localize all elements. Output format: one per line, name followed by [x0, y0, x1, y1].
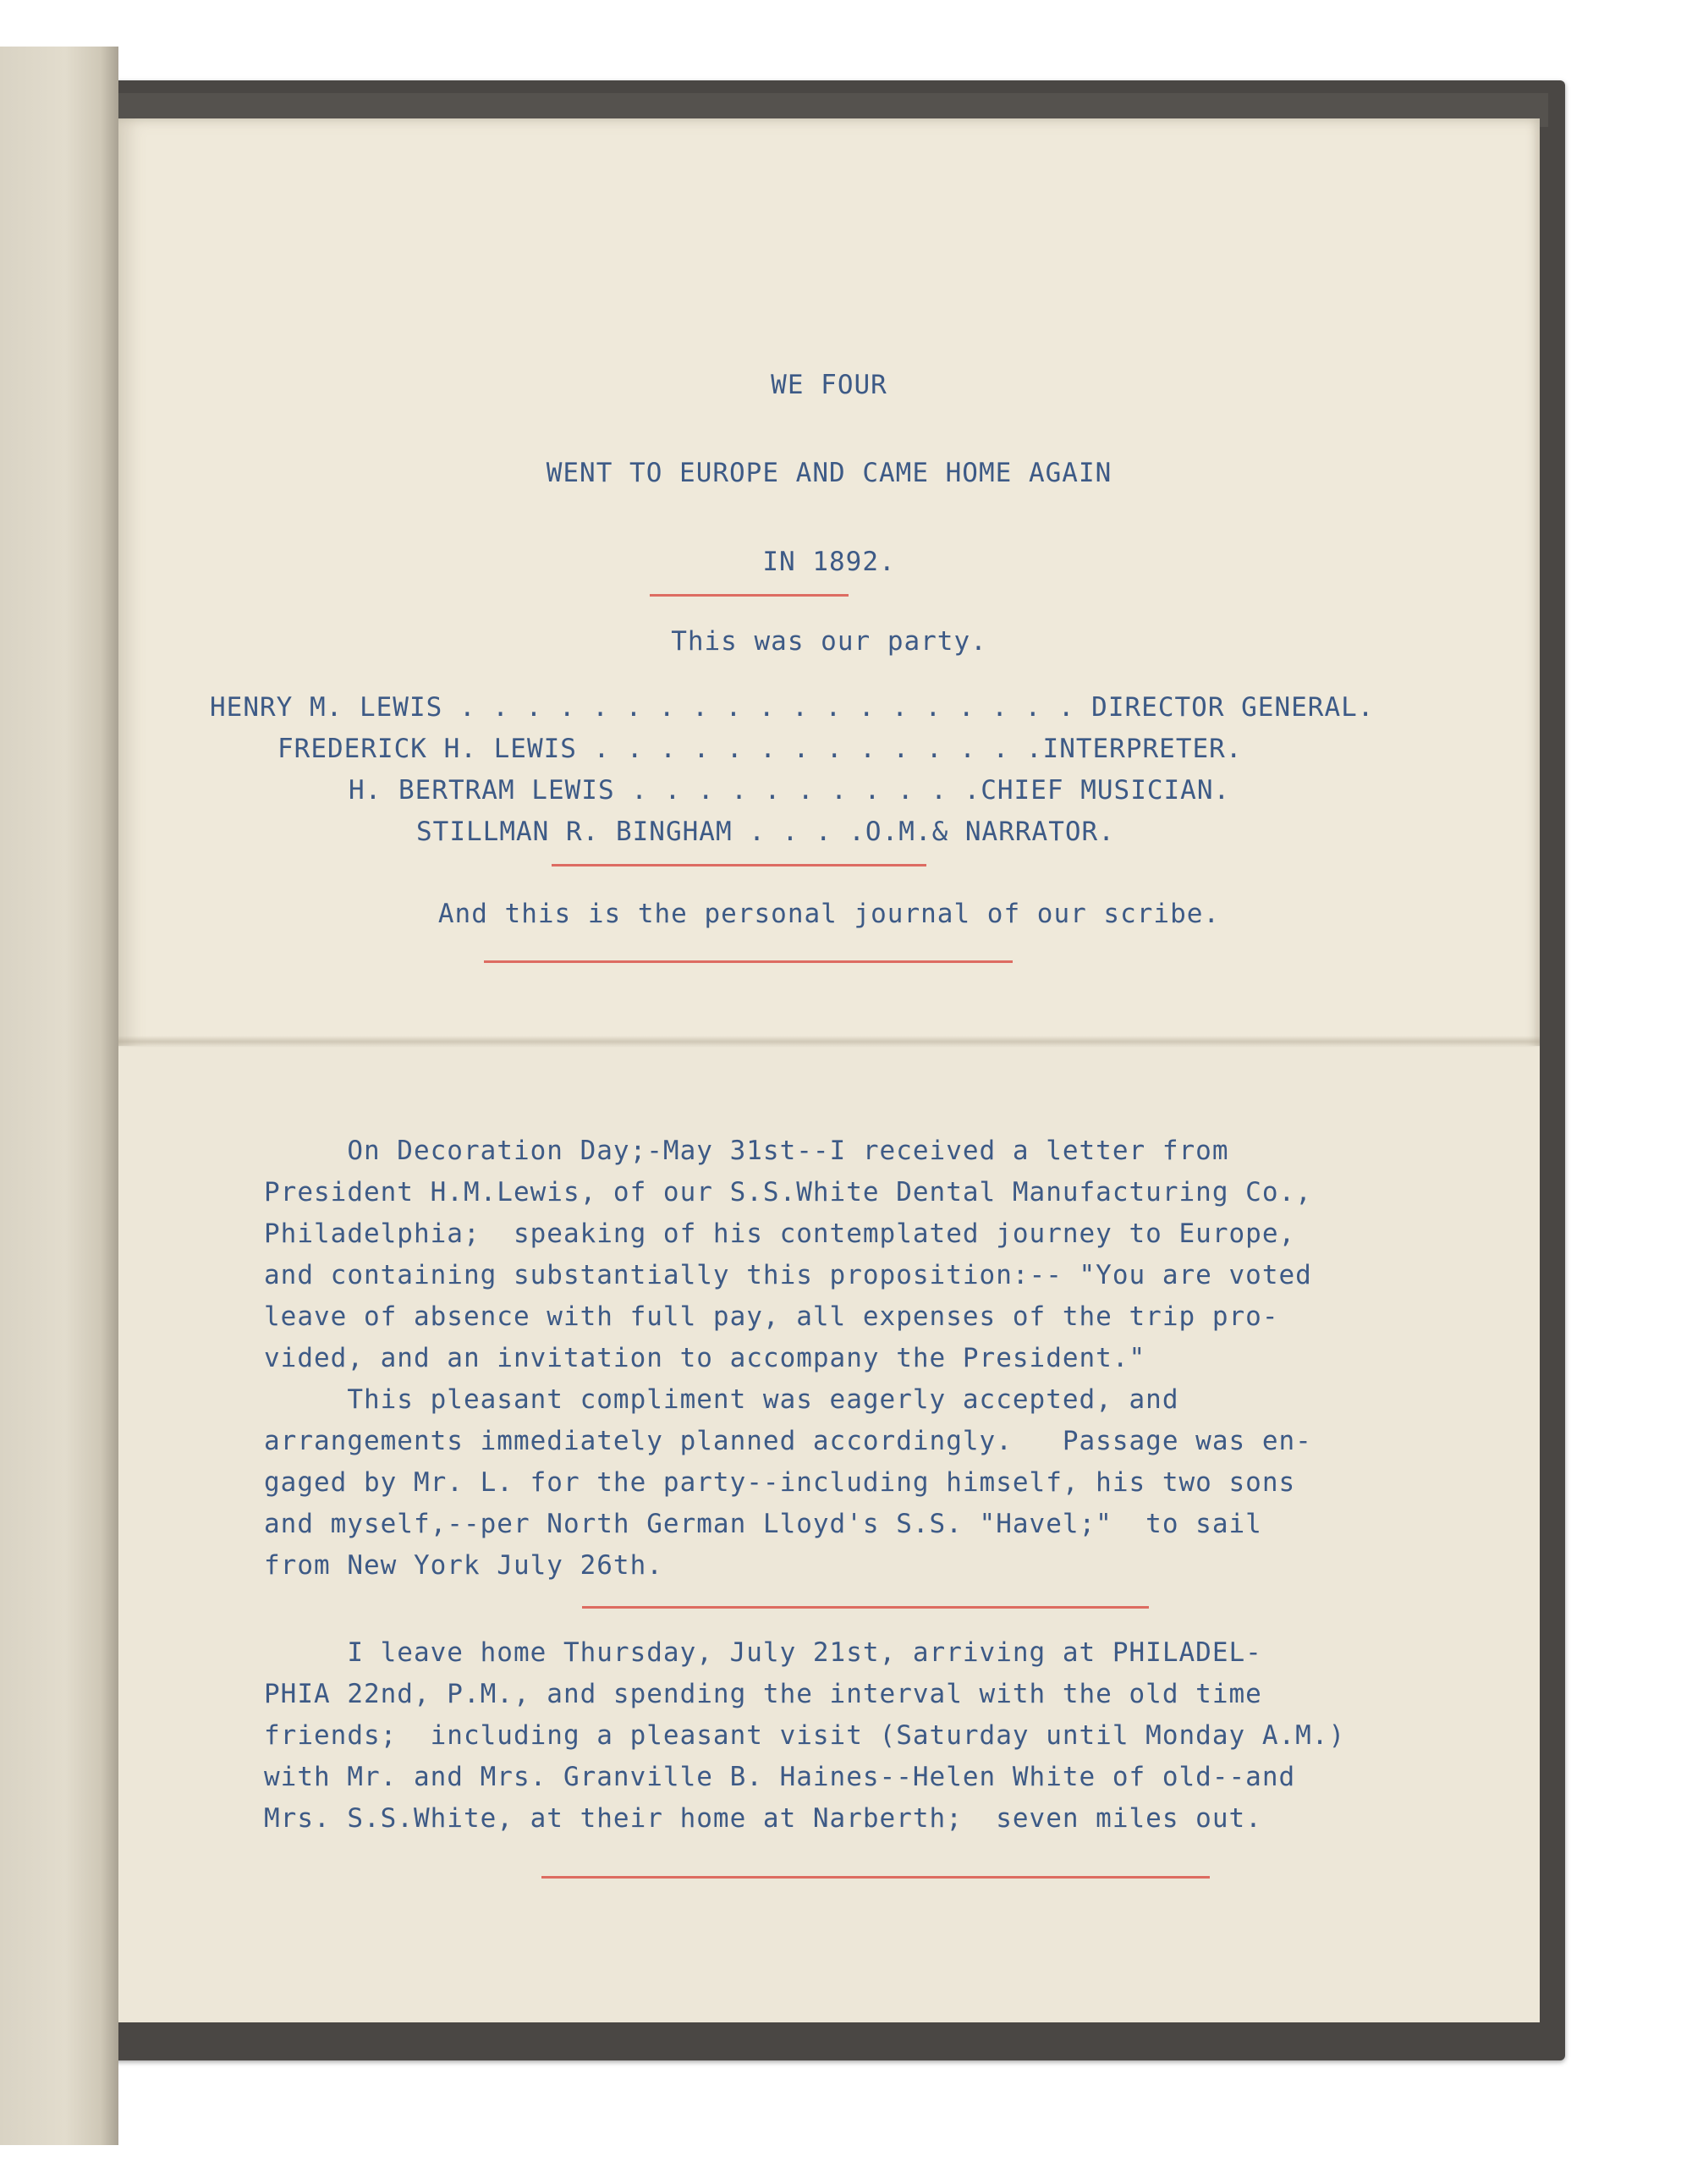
body-line-10: and myself,--per North German Lloyd's S.S. "Havel;" to sail: [264, 1509, 1262, 1539]
body-line-6: vided, and an invitation to accompany the President.": [264, 1343, 1146, 1373]
body-line-4: and containing substantially this proposition:-- "You are voted: [264, 1260, 1312, 1290]
red-rule-section-1: [582, 1606, 1149, 1609]
body-line-16: Mrs. S.S.White, at their home at Narberth; seven miles out.: [264, 1803, 1262, 1834]
body-line-12: I leave home Thursday, July 21st, arriving at PHILADEL-: [264, 1637, 1262, 1668]
facing-page: [0, 47, 118, 2145]
page-fold: [118, 1036, 1540, 1048]
red-rule-section-2: [541, 1876, 1210, 1879]
party-member-3: H. BERTRAM LEWIS . . . . . . . . . . .CHIEF MUSICIAN.: [349, 775, 1231, 806]
red-underline-intro: [484, 960, 1013, 963]
body-line-2: President H.M.Lewis, of our S.S.White Dental Manufacturing Co.,: [264, 1177, 1312, 1208]
red-underline-title: [650, 594, 849, 597]
body-line-1: On Decoration Day;-May 31st--I received a letter from: [264, 1136, 1229, 1166]
party-member-4: STILLMAN R. BINGHAM . . . .O.M.& NARRATOR.: [416, 817, 1115, 847]
title-line-3: IN 1892.: [762, 547, 896, 577]
body-line-11: from New York July 26th.: [264, 1550, 663, 1581]
body-line-8: arrangements immediately planned accordingly. Passage was en-: [264, 1426, 1312, 1456]
body-line-14: friends; including a pleasant visit (Saturday until Monday A.M.): [264, 1720, 1346, 1751]
red-underline-party: [552, 864, 926, 866]
body-line-5: leave of absence with full pay, all expenses of the trip pro-: [264, 1301, 1279, 1332]
body-line-15: with Mr. and Mrs. Granville B. Haines--Helen White of old--and: [264, 1762, 1296, 1792]
title-line-2: WENT TO EUROPE AND CAME HOME AGAIN: [546, 458, 1112, 488]
body-line-3: Philadelphia; speaking of his contemplated journey to Europe,: [264, 1219, 1296, 1249]
body-line-9: gaged by Mr. L. for the party--including himself, his two sons: [264, 1467, 1296, 1498]
body-line-7: This pleasant compliment was eagerly accepted, and: [264, 1384, 1179, 1415]
journal-intro: And this is the personal journal of our scribe.: [437, 899, 1221, 929]
party-intro: This was our party.: [671, 626, 987, 657]
title-line-1: WE FOUR: [771, 370, 887, 400]
body-line-13: PHIA 22nd, P.M., and spending the interval with the old time: [264, 1679, 1262, 1709]
party-member-1: HENRY M. LEWIS . . . . . . . . . . . . . . . . . . . DIRECTOR GENERAL.: [210, 692, 1375, 723]
party-member-2: FREDERICK H. LEWIS . . . . . . . . . . . . . .INTERPRETER.: [277, 734, 1243, 764]
